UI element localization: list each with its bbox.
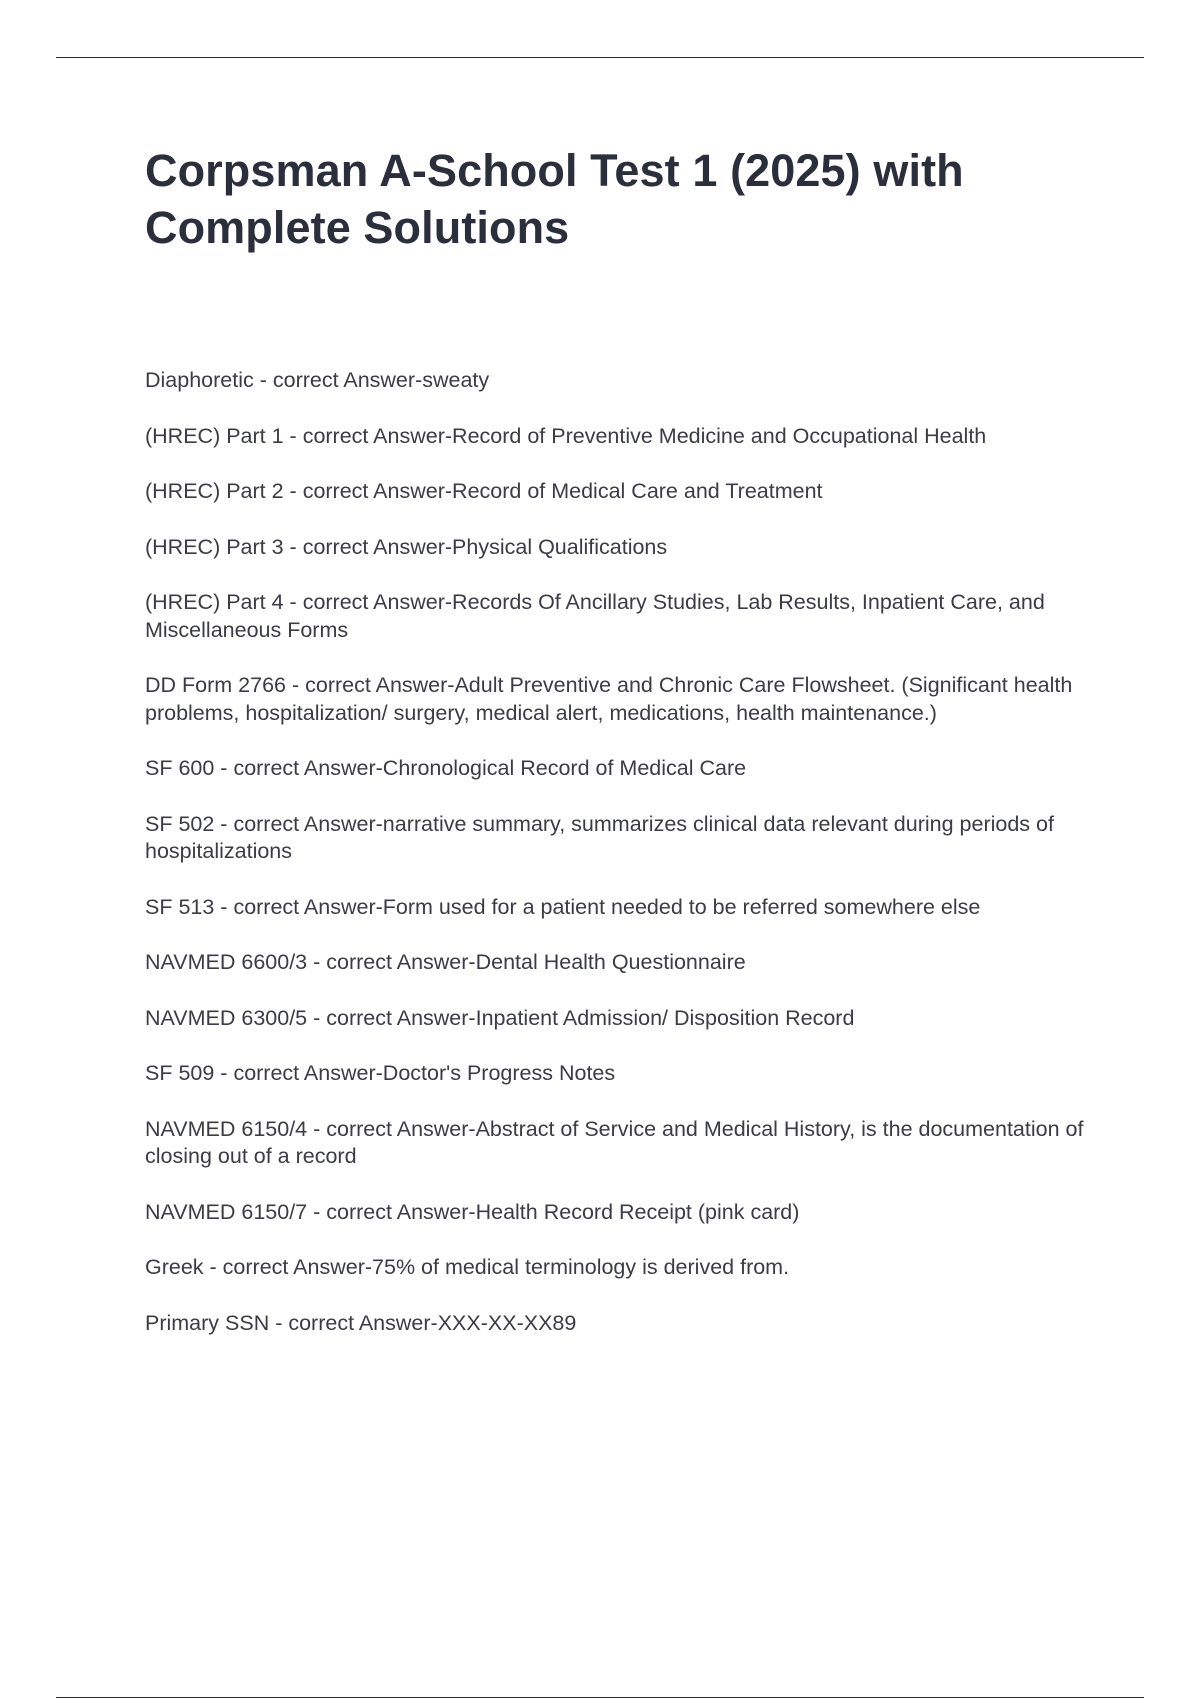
qa-term: (HREC) Part 4 xyxy=(145,590,284,614)
qa-item xyxy=(145,1116,1100,1171)
qa-item xyxy=(145,949,1100,977)
qa-term: SF 513 xyxy=(145,894,215,919)
qa-item xyxy=(145,755,1100,783)
qa-answer: Inpatient Admission/ Disposition Record xyxy=(475,1005,855,1030)
qa-answer-label: correct Answer- xyxy=(288,1310,438,1335)
qa-answer: Adult Preventive and Chronic Care Flowsheet. (Significant health problems, hospitalization/ surgery, medical alert, medications, health maintenance.) xyxy=(145,673,1073,725)
qa-term: Diaphoretic xyxy=(145,368,254,392)
qa-separator: - xyxy=(283,534,303,559)
qa-item xyxy=(145,478,1100,506)
qa-item xyxy=(145,1199,1100,1227)
qa-list xyxy=(145,367,1100,1365)
qa-term: SF 502 xyxy=(145,811,215,836)
qa-term: (HREC) Part 2 xyxy=(145,479,284,503)
qa-answer-label: correct Answer- xyxy=(222,1255,373,1279)
qa-term: NAVMED 6150/7 xyxy=(145,1199,308,1224)
qa-answer: 75% of medical terminology is derived from. xyxy=(372,1255,790,1279)
qa-answer: Doctor's Progress Notes xyxy=(382,1061,616,1085)
qa-separator: - xyxy=(203,1255,223,1279)
qa-answer-label: correct Answer- xyxy=(302,479,453,503)
qa-answer: Health Record Receipt (pink card) xyxy=(475,1199,800,1224)
qa-term: NAVMED 6300/5 xyxy=(145,1005,308,1030)
qa-answer: Record of Preventive Medicine and Occupational Health xyxy=(452,423,987,448)
qa-item xyxy=(145,367,1100,395)
qa-answer: Chronological Record of Medical Care xyxy=(382,756,747,780)
qa-item xyxy=(145,1310,1100,1338)
qa-separator: - xyxy=(283,590,303,614)
qa-item xyxy=(145,1005,1100,1033)
qa-separator: - xyxy=(269,1310,289,1335)
qa-answer-label: correct Answer- xyxy=(233,1061,383,1085)
qa-answer-label: correct Answer- xyxy=(233,894,383,919)
qa-term: (HREC) Part 1 xyxy=(145,423,284,448)
qa-term: NAVMED 6600/3 xyxy=(145,950,308,974)
qa-separator: - xyxy=(307,950,327,974)
qa-answer: Physical Qualifications xyxy=(452,534,668,559)
qa-separator: - xyxy=(307,1116,327,1141)
qa-item xyxy=(145,1060,1100,1088)
qa-separator: - xyxy=(214,811,234,836)
qa-item xyxy=(145,894,1100,922)
qa-separator: - xyxy=(214,756,234,780)
qa-answer-label: correct Answer- xyxy=(305,673,455,697)
qa-answer-label: correct Answer- xyxy=(302,423,453,448)
qa-answer-label: correct Answer- xyxy=(326,1116,476,1141)
qa-answer-label: correct Answer- xyxy=(302,534,453,559)
qa-term: Primary SSN xyxy=(145,1310,270,1335)
qa-separator: - xyxy=(214,1061,234,1085)
qa-answer-label: correct Answer- xyxy=(326,1199,476,1224)
qa-item xyxy=(145,672,1100,727)
top-rule xyxy=(56,57,1144,58)
qa-item xyxy=(145,589,1100,644)
qa-separator: - xyxy=(253,368,273,392)
qa-answer-label: correct Answer- xyxy=(233,756,383,780)
qa-term: DD Form 2766 xyxy=(145,673,286,697)
qa-term: NAVMED 6150/4 xyxy=(145,1116,308,1141)
qa-term: SF 509 xyxy=(145,1061,215,1085)
qa-answer: Record of Medical Care and Treatment xyxy=(452,479,823,503)
qa-term: (HREC) Part 3 xyxy=(145,534,284,559)
qa-answer-label: correct Answer- xyxy=(326,1005,476,1030)
qa-answer: sweaty xyxy=(422,368,490,392)
qa-answer-label: correct Answer- xyxy=(326,950,476,974)
qa-separator: - xyxy=(283,423,303,448)
qa-item xyxy=(145,423,1100,451)
qa-answer-label: correct Answer- xyxy=(233,811,383,836)
qa-separator: - xyxy=(283,479,303,503)
qa-separator: - xyxy=(214,894,234,919)
qa-answer: Records Of Ancillary Studies, Lab Results, Inpatient Care, and Miscellaneous Forms xyxy=(145,590,1045,642)
qa-answer: Abstract of Service and Medical History, is the documentation of closing out of a record xyxy=(145,1116,1084,1168)
document-title: Corpsman A-School Test 1 (2025) with Complete Solutions xyxy=(145,145,964,253)
qa-item xyxy=(145,811,1100,866)
qa-answer-label: correct Answer- xyxy=(272,368,423,392)
qa-answer: Dental Health Questionnaire xyxy=(475,950,746,974)
qa-separator: - xyxy=(307,1005,327,1030)
qa-answer: Form used for a patient needed to be referred somewhere else xyxy=(382,894,981,919)
qa-answer-label: correct Answer- xyxy=(302,590,453,614)
qa-term: SF 600 xyxy=(145,756,215,780)
qa-item xyxy=(145,534,1100,562)
bottom-rule xyxy=(56,1697,1144,1698)
qa-separator: - xyxy=(307,1199,327,1224)
qa-answer: narrative summary, summarizes clinical data relevant during periods of hospitalizations xyxy=(145,811,1054,863)
qa-item xyxy=(145,1254,1100,1282)
qa-term: Greek xyxy=(145,1255,204,1279)
qa-answer: XXX-XX-XX89 xyxy=(437,1310,577,1335)
qa-separator: - xyxy=(286,673,306,697)
